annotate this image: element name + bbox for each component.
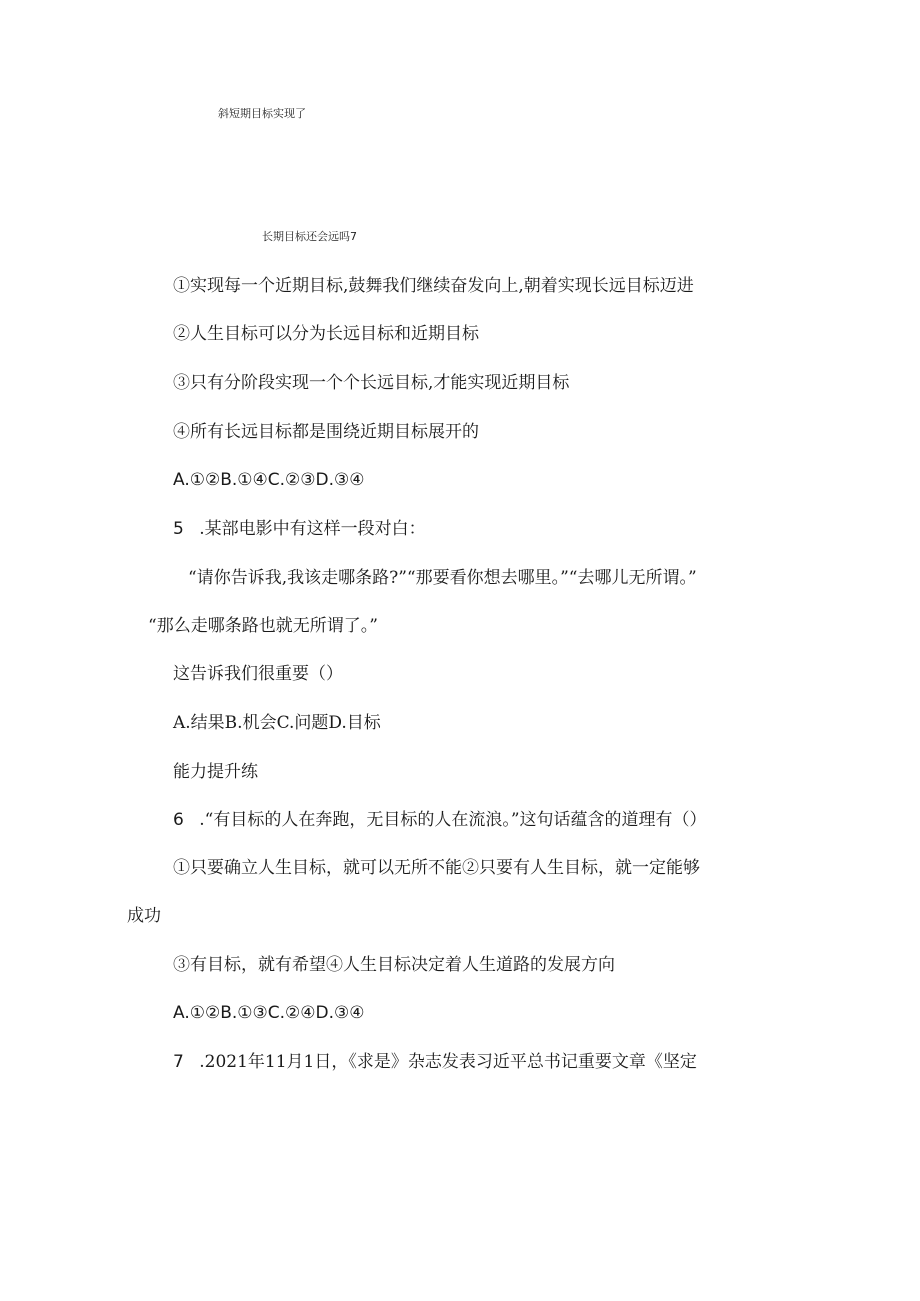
q7-question [173, 1050, 697, 1074]
q5-stem: .某部电影中有这样一段对白： [199, 519, 426, 539]
q4-options: A.①②B.①④C.②③D.③④ [173, 470, 365, 490]
q5-question [173, 517, 426, 541]
q6-statements-line-1: ①只要确立人生目标，就可以无所不能②只要有人生目标，就一定能够 [173, 858, 700, 878]
q6-options: A.①②B.①③C.②④D.③④ [173, 1003, 365, 1023]
q5-dialogue-line-1: “请你告诉我,我该走哪条路?”“那要看你想去哪里。”“去哪儿无所谓。” [188, 568, 697, 588]
q5-dialogue-line-2: “那么走哪条路也就无所谓了。” [148, 616, 378, 636]
q5-prompt: 这告诉我们很重要（） [173, 664, 343, 684]
section-heading: 能力提升练 [173, 762, 258, 782]
q6-stem: .“有目标的人在奔跑，无目标的人在流浪。”这句话蕴含的道理有（） [199, 810, 707, 830]
q7-number: 7 [173, 1052, 184, 1072]
q4-statement-3: ③只有分阶段实现一个个长远目标,才能实现近期目标 [173, 373, 570, 393]
figure-caption-long-term: 长期目标还会远吗7 [262, 230, 357, 243]
q4-statement-2: ②人生目标可以分为长远目标和近期目标 [173, 324, 479, 344]
q5-options: A.结果B.机会C.问题D.目标 [173, 713, 381, 733]
q6-statements-line-2: ③有目标，就有希望④人生目标决定着人生道路的发展方向 [173, 955, 615, 975]
q6-statements-line-1-cont: 成功 [127, 906, 161, 926]
q7-stem: .2021年11月1日，《求是》杂志发表习近平总书记重要文章《坚定 [199, 1052, 697, 1072]
figure-caption-short-term: 斜短期目标实现了 [218, 107, 306, 120]
q6-question [173, 808, 707, 832]
q6-number: 6 [173, 810, 184, 830]
q5-number: 5 [173, 519, 184, 539]
q4-statement-1: ①实现每一个近期目标,鼓舞我们继续奋发向上,朝着实现长远目标迈进 [173, 276, 694, 296]
q4-statement-4: ④所有长远目标都是围绕近期目标展开的 [173, 422, 479, 442]
